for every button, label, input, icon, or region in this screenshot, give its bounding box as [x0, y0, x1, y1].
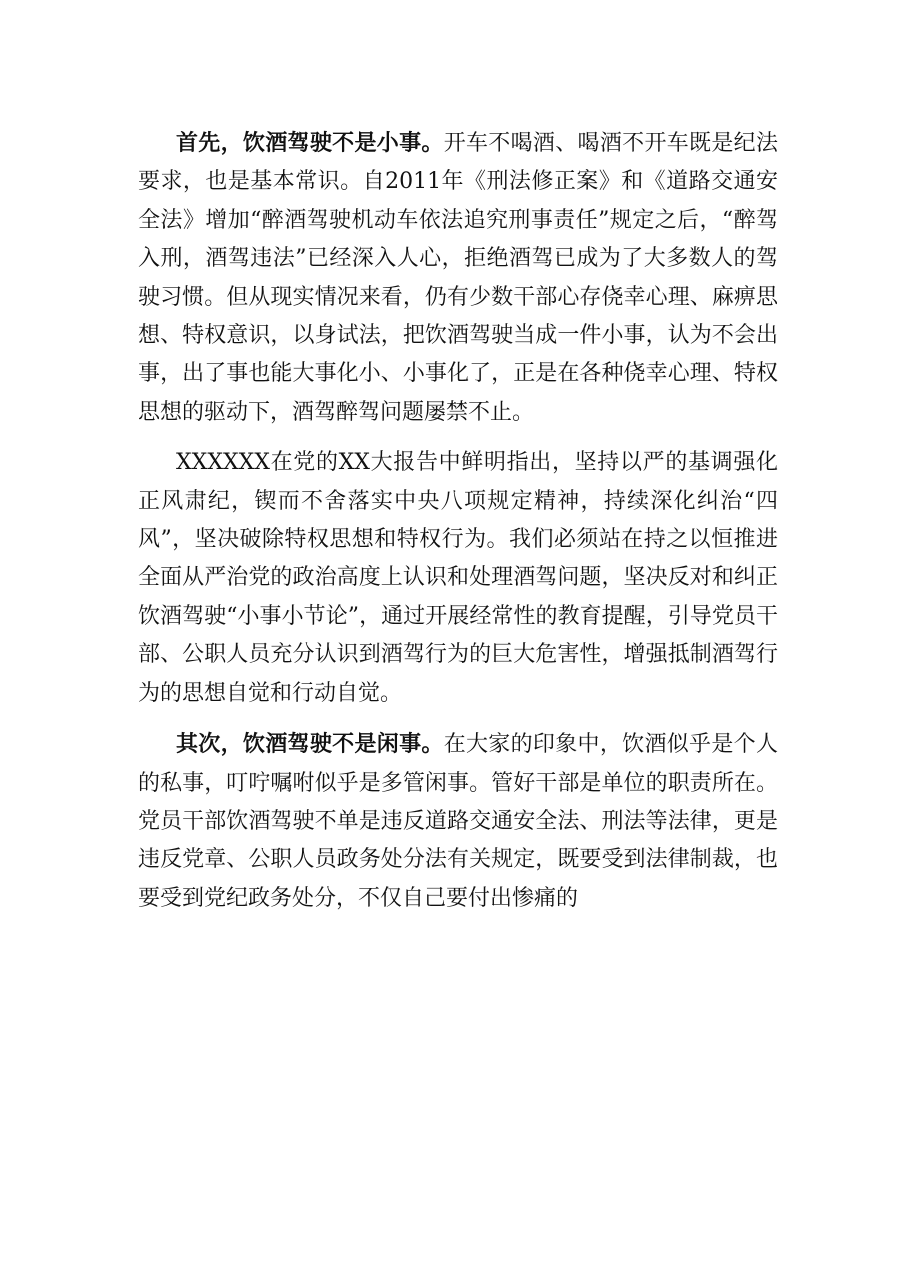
- paragraph-1: [138, 124, 778, 432]
- paragraph-1-lead: 首先，饮酒驾驶不是小事。: [176, 130, 444, 156]
- paragraph-2-text: XXXXXX在党的XX大报告中鲜明指出，坚持以严的基调强化正风肃纪，锲而不舍落实中央八项规定精神，持续深化纠治“四风”，坚决破除特权思想和特权行为。我们必须站在持之以恒推进全面从严治党的政治高度上认识和处理酒驾问题，坚决反对和纠正饮酒驾驶“小事小节论”，通过开展经常性的教育提醒，引导党员干部、公职人员充分认识到酒驾行为的巨大危害性，增强抵制酒驾行为的思想自觉和行动自觉。: [138, 450, 778, 706]
- paragraph-2: [138, 444, 778, 713]
- paragraph-3: [138, 725, 778, 918]
- paragraph-3-text: 在大家的印象中，饮酒似乎是个人的私事，叮咛嘱咐似乎是多管闲事。管好干部是单位的职责所在。党员干部饮酒驾驶不单是违反道路交通安全法、刑法等法律，更是违反党章、公职人员政务处分法有关规定，既要受到法律制裁，也要受到党纪政务处分，不仅自己要付出惨痛的: [138, 732, 778, 911]
- document-body: [138, 124, 778, 930]
- paragraph-3-lead: 其次，饮酒驾驶不是闲事。: [176, 731, 444, 758]
- paragraph-1-text: 开车不喝酒、喝酒不开车既是纪法要求，也是基本常识。自2011年《刑法修正案》和《道路交通安全法》增加“醉酒驾驶机动车依法追究刑事责任”规定之后，“醉驾入刑，酒驾违法”已经深入人心，拒绝酒驾已成为了大多数人的驾驶习惯。但从现实情况来看，仍有少数干部心存侥幸心理、麻痹思想、特权意识，以身试法，把饮酒驾驶当成一件小事，认为不会出事，出了事也能大事化小、小事化了，正是在各种侥幸心理、特权思想的驱动下，酒驾醉驾问题屡禁不止。: [138, 131, 778, 425]
